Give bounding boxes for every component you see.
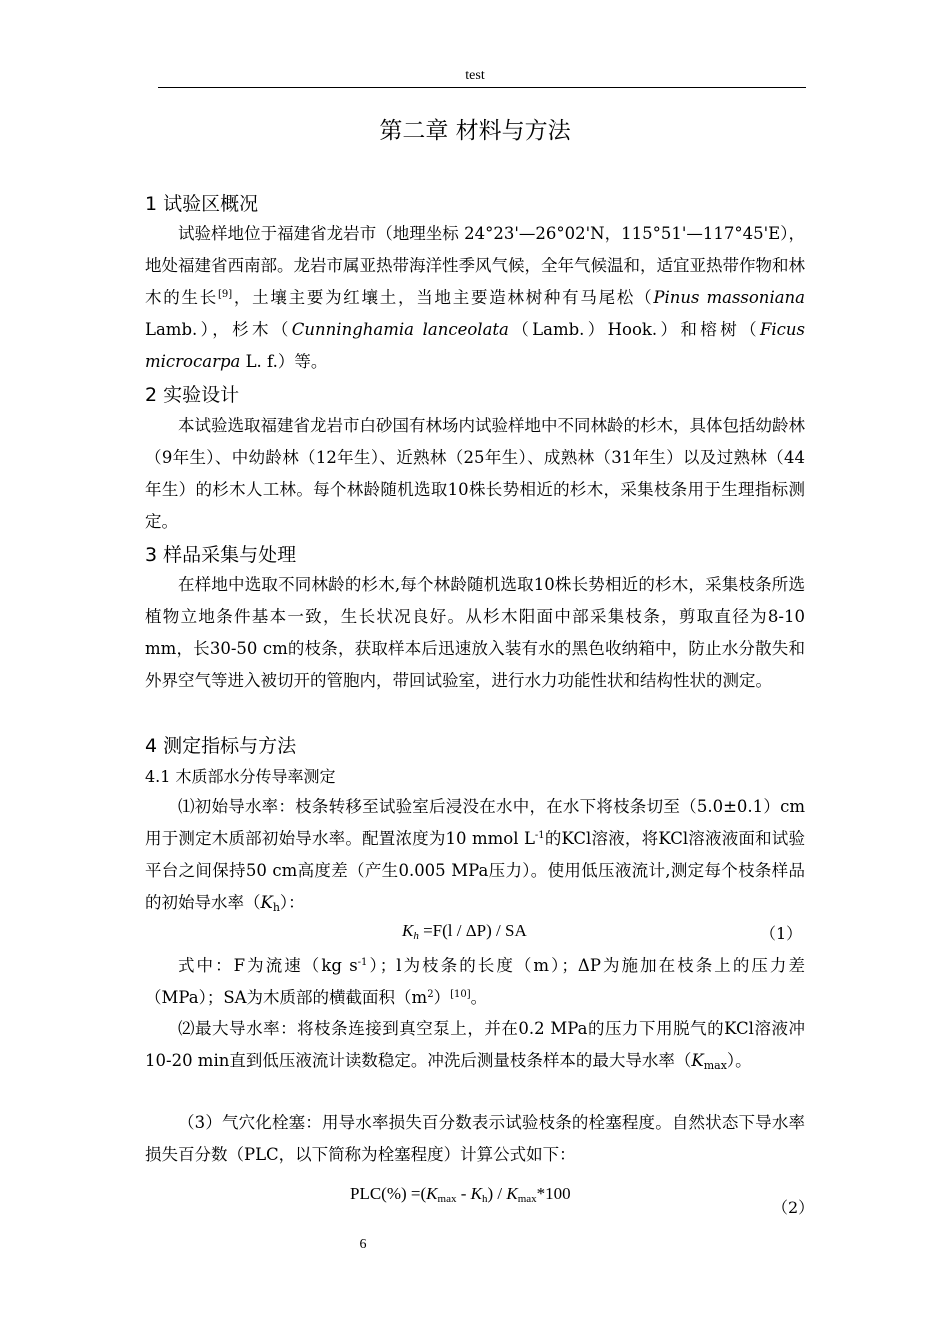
running-header: test (465, 68, 485, 83)
equation-2: $PLC(\%) =(K_{max} - K_h) / K_{max}*100$ (350, 1184, 571, 1205)
equation-1-legend: 式中：F为流速（kg $s^{-1}$）；l为枝条的长度（m）；ΔP为施加在枝条上的压力差（MPa）；SA为木质部的横截面积$(m^2)[10]$。 (145, 956, 805, 1007)
subsection-4-1-heading: 4.1 木质部水分传导率测定 (145, 767, 336, 786)
page-number: 6 (359, 1237, 367, 1252)
section-1-paragraph: 试验样地位于福建省龙岩市（地理坐标 24°23'—26°02'N，115°51'—117°45'E），地处福建省西南部。龙岩市属亚热带海洋性季风气候，全年气候温和，适宜亚热带作物和林木的生长[9]，土壤主要为红壤土，当地主要造林树种有马尾松（Pinus massoniana Lamb.），杉木（Cunninghamia lanceolata（Lamb.）Hook.）和榕树（Ficus microcarpa L. f.）等。 (145, 224, 806, 371)
section-3-heading: 3 样品采集与处理 (145, 544, 297, 566)
max-conductivity-paragraph: ⑵最大导水率：将枝条连接到真空泵上，并在0.2 MPa的压力下用脱气的KCl溶液冲10-20 min直到低压液流计读数稳定。冲洗后测量枝条样本的最大导水率$(K_{max})$。 (145, 1019, 805, 1072)
section-1-heading: 1 试验区概况 (145, 193, 259, 215)
section-2-heading: 2 实验设计 (145, 384, 240, 406)
equation-2-number: （2） (772, 1198, 815, 1217)
section-2-paragraph: 本试验选取福建省龙岩市白砂国有林场内试验样地中不同林龄的杉木，具体包括幼龄林（9年生）、中幼龄林（12年生）、近熟林（25年生）、成熟林（31年生）以及过熟林（44年生）的杉木人工林。每个林龄随机选取10株长势相近的杉木，采集枝条用于生理指标测定。 (145, 416, 805, 531)
section-4-heading: 4 测定指标与方法 (145, 735, 297, 757)
equation-1: $K_h =F(l / \Delta P)$ / SA (402, 921, 527, 942)
chapter-title: 第二章 材料与方法 (379, 118, 571, 144)
initial-conductivity-paragraph: ⑴初始导水率：枝条转移至试验室后浸没在水中，在水下将枝条切至（5.0±0.1）cm用于测定木质部初始导水率。配置浓度为10 mmol $L^{-1}$的KCl溶液，将KCl溶液液面和试验平台之间保持50 cm高度差（产生0.005 MPa压力）。使用低压液流计,测定每个枝条样品的初始导水率$(K_h)$： (145, 797, 805, 914)
section-3-paragraph: 在样地中选取不同林龄的杉木,每个林龄随机选取10株长势相近的杉木，采集枝条所选植物立地条件基本一致，生长状况良好。从杉木阳面中部采集枝条，剪取直径为8-10 mm，长30-50 cm的枝条，获取样本后迅速放入装有水的黑色收纳箱中，防止水分散失和外界空气等进入被切开的管胞内，带回试验室，进行水力功能性状和结构性状的测定。 (145, 575, 805, 690)
embolism-paragraph: （3）气穴化栓塞：用导水率损失百分数表示试验枝条的栓塞程度。自然状态下导水率损失百分数（PLC，以下简称为栓塞程度）计算公式如下： (145, 1113, 805, 1164)
header-rule (158, 87, 806, 88)
equation-1-number: （1） (760, 924, 803, 943)
